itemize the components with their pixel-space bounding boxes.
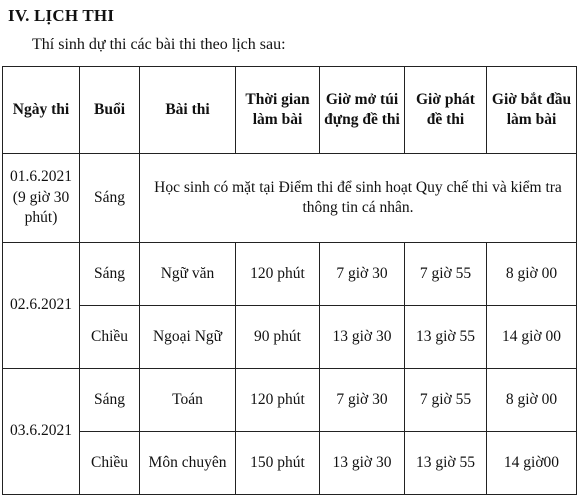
- header-subject: Bài thi: [140, 67, 236, 154]
- open-time-cell: 7 giờ 30: [320, 369, 405, 432]
- session-cell: Chiều: [80, 306, 140, 369]
- start-time-cell: 14 giờ00: [487, 432, 577, 495]
- table-header-row: [3, 67, 577, 154]
- session-cell: Chiều: [80, 432, 140, 495]
- hand-out-time-cell: 7 giờ 55: [405, 243, 487, 306]
- header-start-time: Giờ bắt đầu làm bài: [487, 67, 577, 154]
- exam-time-note: (9 giờ 30 phút): [12, 188, 70, 227]
- table-row: [3, 369, 577, 432]
- subject-cell: Ngoại Ngữ: [140, 306, 236, 369]
- open-time-cell: 13 giờ 30: [320, 432, 405, 495]
- exam-date: 01.6.2021: [10, 168, 72, 186]
- hand-out-time-cell: 13 giờ 55: [405, 306, 487, 369]
- header-open-envelope-time: Giờ mở túi đựng đề thi: [320, 67, 405, 154]
- exam-schedule-table: [2, 66, 577, 495]
- open-time-cell: 13 giờ 30: [320, 306, 405, 369]
- header-hand-out-time: Giờ phát đề thi: [405, 67, 487, 154]
- session-cell: Sáng: [80, 154, 140, 243]
- subject-cell: Toán: [140, 369, 236, 432]
- exam-date-cell: [3, 154, 80, 243]
- subject-cell: Ngữ văn: [140, 243, 236, 306]
- hand-out-time-cell: 13 giờ 55: [405, 432, 487, 495]
- table-row: [3, 243, 577, 306]
- exam-date-cell: 03.6.2021: [3, 369, 80, 495]
- notice-cell: Học sinh có mặt tại Điểm thi để sinh hoạt Quy chế thi và kiểm tra thông tin cá nhân.: [140, 154, 577, 243]
- exam-date-cell: 02.6.2021: [3, 243, 80, 369]
- session-cell: Sáng: [80, 369, 140, 432]
- subject-cell: Môn chuyên: [140, 432, 236, 495]
- open-time-cell: 7 giờ 30: [320, 243, 405, 306]
- duration-cell: 90 phút: [236, 306, 320, 369]
- intro-text: Thí sinh dự thi các bài thi theo lịch sau:: [32, 36, 286, 53]
- table-row: [3, 306, 577, 369]
- hand-out-time-cell: 7 giờ 55: [405, 369, 487, 432]
- header-duration: Thời gian làm bài: [236, 67, 320, 154]
- duration-cell: 120 phút: [236, 369, 320, 432]
- duration-cell: 150 phút: [236, 432, 320, 495]
- header-session: Buổi: [80, 67, 140, 154]
- start-time-cell: 14 giờ 00: [487, 306, 577, 369]
- session-cell: Sáng: [80, 243, 140, 306]
- header-exam-date: Ngày thi: [3, 67, 80, 154]
- start-time-cell: 8 giờ 00: [487, 369, 577, 432]
- start-time-cell: 8 giờ 00: [487, 243, 577, 306]
- section-heading: IV. LỊCH THI: [8, 6, 115, 25]
- table-row: [3, 432, 577, 495]
- table-row: [3, 154, 577, 243]
- duration-cell: 120 phút: [236, 243, 320, 306]
